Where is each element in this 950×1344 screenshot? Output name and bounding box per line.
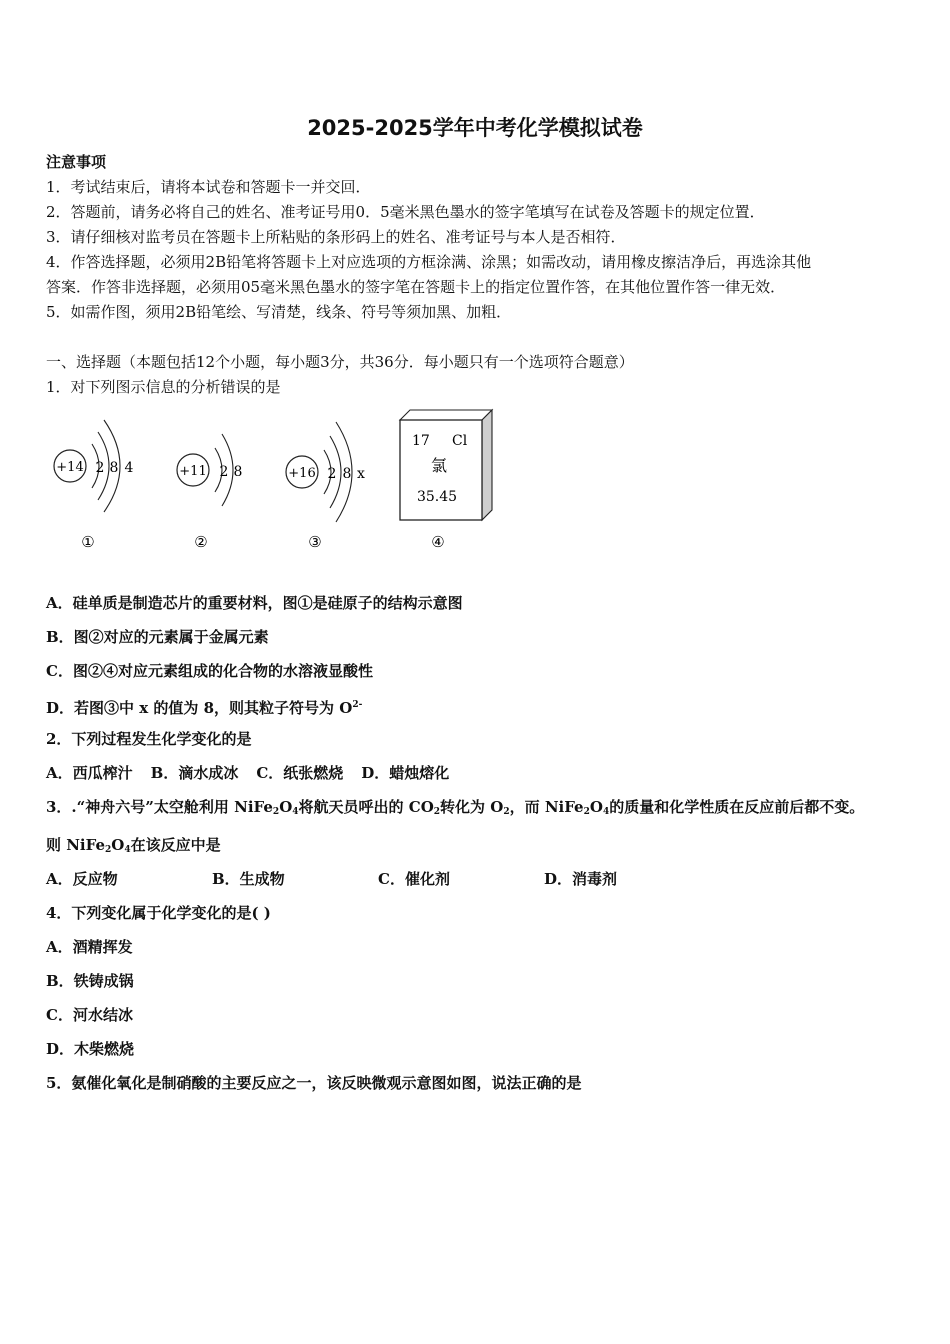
notice-item: 5．如需作图，须用2B铅笔绘、写清楚，线条、符号等须加黑、加粗． — [46, 303, 512, 321]
q3-subscript: 2 — [503, 807, 510, 817]
notice-item: 3．请仔细核对监考员在答题卡上所粘贴的条形码上的姓名、准考证号与本人是否相符． — [46, 228, 626, 246]
q2-option-a: A．西瓜榨汁 — [46, 764, 133, 782]
q4-option-a: A．酒精挥发 — [46, 938, 133, 956]
atom-1-label: ① — [81, 533, 95, 551]
notice-item: 1．考试结束后，请将本试卷和答题卡一并交回． — [46, 178, 371, 196]
notice-item: 2．答题前，请务必将自己的姓名、准考证号用0．5毫米黑色墨水的签字笔填写在试卷及答题卡的规定位置． — [46, 203, 765, 221]
q3-subscript: 2 — [272, 807, 280, 817]
atom-1-shell: 2 — [95, 460, 105, 476]
atom-diagram-1 — [54, 420, 134, 551]
question-5-stem: 5．氨催化氧化是制硝酸的主要反应之一，该反映微观示意图如图，说法正确的是 — [46, 1074, 582, 1092]
q2-option-b: B．滴水成冰 — [150, 764, 239, 782]
element-card — [400, 410, 492, 551]
question-1-stem: 1．对下列图示信息的分析错误的是 — [46, 378, 281, 396]
q3-subscript: 2 — [105, 845, 112, 855]
q3-text: 则 NiFe — [46, 836, 106, 854]
notice-item: 4．作答选择题，必须用2B铅笔将答题卡上对应选项的方框涂满、涂黑；如需改动，请用橡皮擦洁净后，再选涂其他 — [46, 253, 812, 271]
atom-2-label: ② — [194, 533, 208, 551]
q3-text: 的质量和化学性质在反应前后都不变。 — [609, 798, 865, 816]
q3-option-c: C．催化剂 — [378, 870, 450, 888]
question-4-stem: 4．下列变化属于化学变化的是( ) — [46, 904, 271, 922]
q3-text: 在该反应中是 — [130, 836, 221, 854]
element-atomic-number: 17 — [412, 433, 430, 449]
question-3-stem-line2 — [46, 835, 221, 860]
q3-text: O — [279, 798, 293, 816]
q3-subscript: 4 — [602, 807, 610, 817]
q3-text: O — [111, 836, 125, 854]
charge-superscript: 2- — [352, 700, 363, 710]
section-heading: 一、选择题（本题包括12个小题，每小题3分，共36分．每小题只有一个选项符合题意） — [46, 353, 634, 371]
atom-3-shell: x — [357, 466, 365, 482]
q3-text: ，而 NiFe — [509, 798, 584, 816]
q3-subscript: 2 — [433, 807, 441, 817]
atom-2-shell: 2 — [219, 464, 229, 480]
q4-option-d: D．木柴燃烧 — [46, 1040, 135, 1058]
q2-option-c: C．纸张燃烧 — [256, 764, 344, 782]
atom-structure-figure — [48, 404, 508, 554]
atom-1-nucleus: +14 — [56, 460, 84, 475]
q1-option-c: C．图②④对应元素组成的化合物的水溶液显酸性 — [46, 662, 373, 680]
question-2-stem: 2．下列过程发生化学变化的是 — [46, 730, 252, 748]
q3-subscript: 2 — [583, 807, 590, 817]
q3-text: 将航天员呼出的 CO — [298, 798, 434, 816]
atom-3-label: ③ — [308, 533, 322, 551]
q3-subscript: 4 — [124, 845, 131, 855]
element-card-label: ④ — [431, 533, 445, 551]
q1-option-d — [46, 695, 362, 718]
q3-option-d: D．消毒剂 — [544, 870, 618, 888]
q3-option-a: A．反应物 — [46, 870, 118, 888]
atom-diagram-3 — [286, 422, 365, 551]
q3-text: O — [589, 798, 603, 816]
atom-diagram-2 — [177, 434, 242, 551]
q3-subscript: 4 — [292, 807, 299, 817]
q1-option-a: A．硅单质是制造芯片的重要材料，图①是硅原子的结构示意图 — [46, 594, 463, 612]
notice-heading: 注意事项 — [46, 153, 107, 171]
q1-option-d-text: D．若图③中 x 的值为 8，则其粒子符号为 O — [46, 699, 353, 717]
atom-3-shell: 8 — [342, 466, 352, 482]
atom-3-nucleus: +16 — [288, 466, 316, 481]
element-name: 氯 — [430, 456, 448, 475]
question-3-stem — [46, 797, 864, 822]
element-mass: 35.45 — [416, 489, 458, 505]
q4-option-b: B．铁铸成锅 — [46, 972, 134, 990]
q2-option-d: D．蜡烛熔化 — [361, 764, 450, 782]
page-title: 2025-2025学年中考化学模拟试卷 — [307, 116, 643, 140]
q4-option-c: C．河水结冰 — [46, 1006, 133, 1024]
notice-item: 答案．作答非选择题，必须用05毫米黑色墨水的签字笔在答题卡上的指定位置作答，在其他位置作答一律无效． — [46, 278, 786, 296]
atom-3-shell: 2 — [327, 466, 337, 482]
atom-2-shell: 8 — [233, 464, 243, 480]
q3-options — [46, 869, 617, 889]
q3-text: 转化为 O — [440, 798, 504, 816]
q3-text: 3．.“神舟六号”太空舱利用 NiFe — [46, 798, 273, 816]
atom-1-shell: 8 — [109, 460, 119, 476]
element-symbol: Cl — [452, 433, 468, 449]
atom-2-nucleus: +11 — [179, 464, 207, 479]
q3-option-b: B．生成物 — [212, 870, 285, 888]
atom-1-shell: 4 — [124, 460, 134, 476]
q2-options — [46, 763, 449, 783]
q1-option-b: B．图②对应的元素属于金属元素 — [46, 628, 269, 646]
